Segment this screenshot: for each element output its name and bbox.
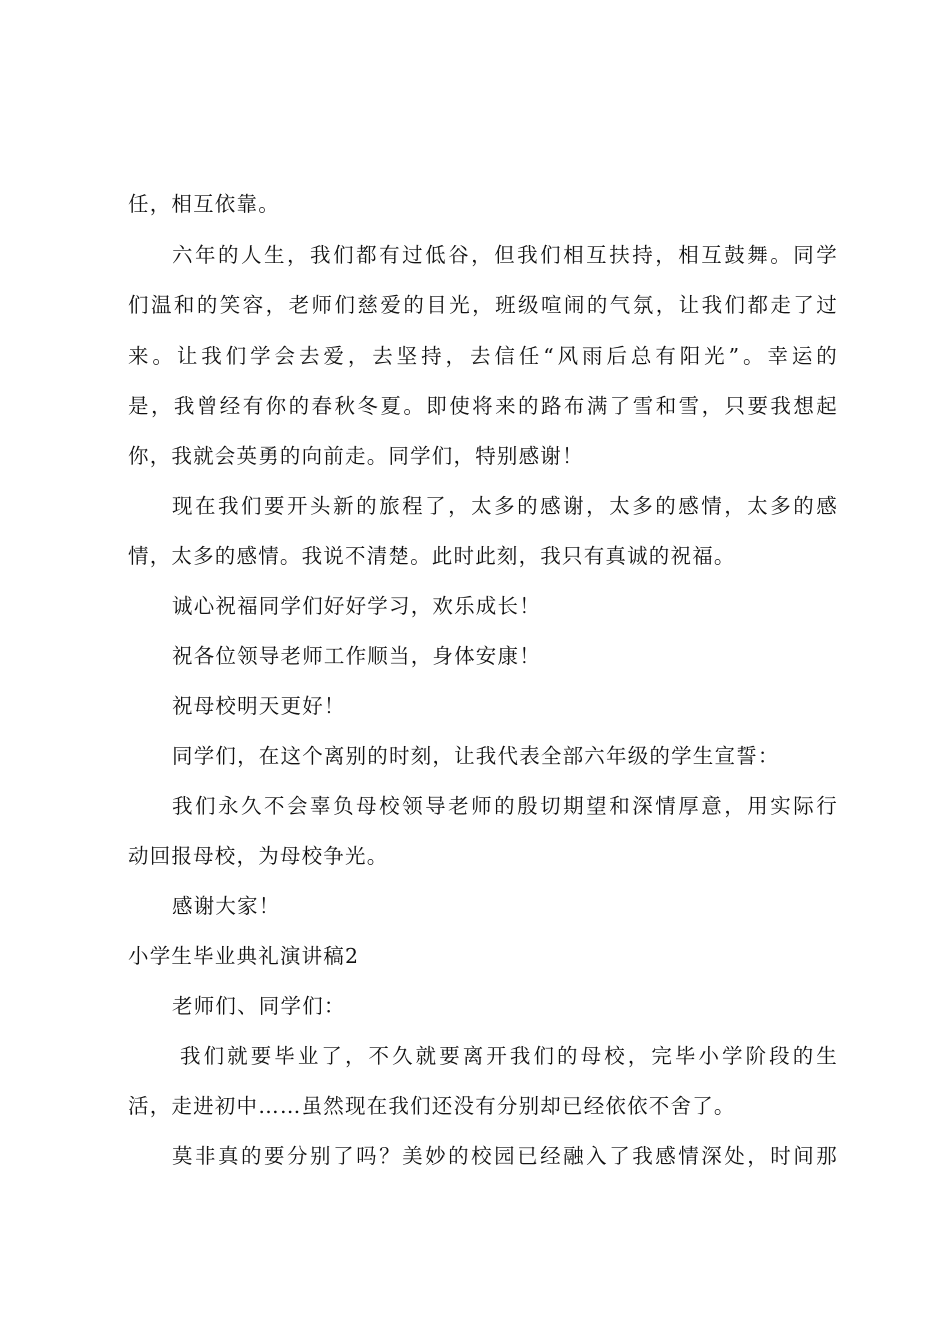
paragraph-line: 莫非真的要分别了吗？美妙的校园已经融入了我感情深处，时间那	[172, 1144, 838, 1168]
paragraph-line: 们温和的笑容，老师们慈爱的目光，班级喧闹的气氛，让我们都走了过	[128, 293, 838, 317]
paragraph-line: 是，我曾经有你的春秋冬夏。即使将来的路布满了雪和雪，只要我想起	[128, 394, 838, 418]
paragraph-line: 祝各位领导老师工作顺当，身体安康！	[172, 644, 541, 668]
salutation-line: 老师们、同学们：	[172, 994, 346, 1018]
paragraph-line: 你，我就会英勇的向前走。同学们，特别感谢！	[128, 444, 584, 468]
paragraph-line: 活，走进初中……虽然现在我们还没有分别却已经依依不舍了。	[128, 1094, 736, 1118]
paragraph-line: 情，太多的感情。我说不清楚。此时此刻，我只有真诚的祝福。	[128, 544, 736, 568]
paragraph-line: 现在我们要开头新的旅程了，太多的感谢，太多的感情，太多的感	[172, 494, 838, 518]
paragraph-line: 来。让我们学会去爱，去坚持，去信任“风雨后总有阳光”。幸运的	[128, 344, 838, 368]
section-heading: 小学生毕业典礼演讲稿2	[128, 944, 360, 968]
paragraph-line: 我们永久不会辜负母校领导老师的殷切期望和深情厚意，用实际行	[172, 794, 838, 818]
paragraph-line: 感谢大家！	[172, 894, 281, 918]
paragraph-line: 六年的人生，我们都有过低谷，但我们相互扶持，相互鼓舞。同学	[172, 243, 838, 267]
paragraph-line: 任，相互依靠。	[128, 192, 280, 216]
paragraph-line: 我们就要毕业了，不久就要离开我们的母校，完毕小学阶段的生	[180, 1044, 838, 1068]
paragraph-line: 诚心祝福同学们好好学习，欢乐成长！	[172, 594, 541, 618]
paragraph-line: 动回报母校，为母校争光。	[128, 844, 389, 868]
paragraph-line: 祝母校明天更好！	[172, 694, 346, 718]
paragraph-line: 同学们，在这个离别的时刻，让我代表全部六年级的学生宣誓：	[172, 744, 780, 768]
